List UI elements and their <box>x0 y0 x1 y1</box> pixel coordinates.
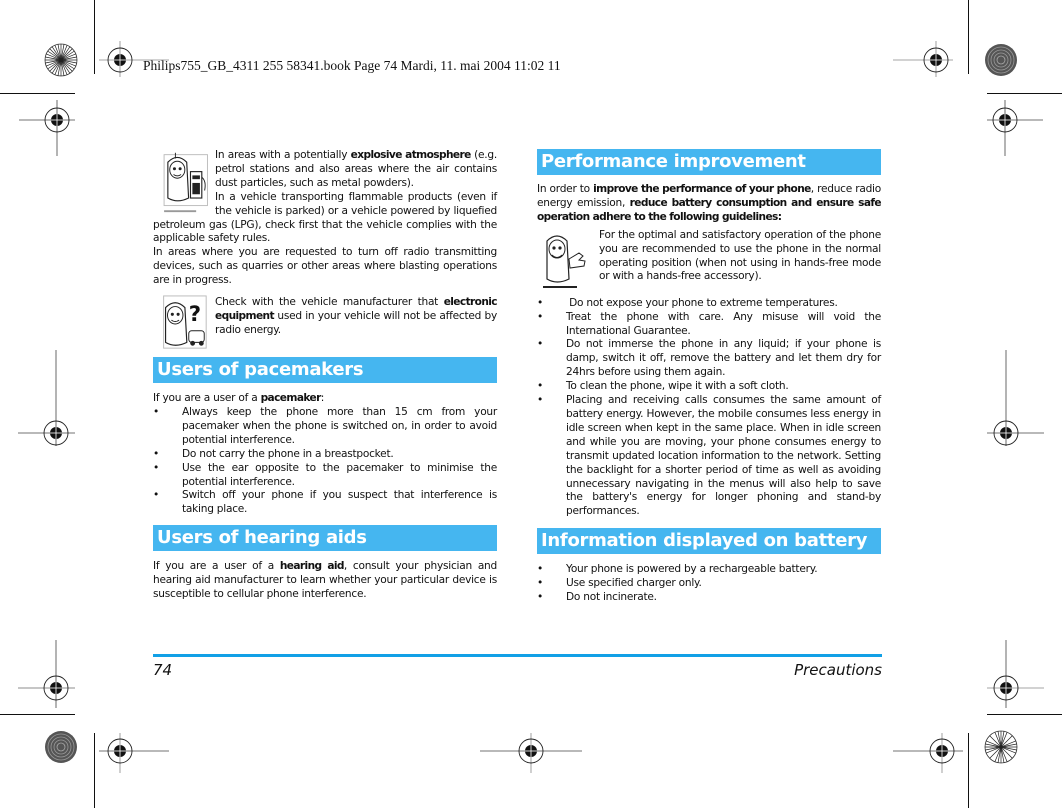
phone-thumbs-up-icon <box>537 229 595 289</box>
vehicle-electronics-block: ? Check with the vehicle manufacturer that electronic equipment used in your vehicle will not be affected by radio energy. <box>153 294 497 352</box>
list-item: • Use the ear opposite to the pacemaker to minimise the potential interference. <box>153 461 497 488</box>
phone-at-petrol-pump-icon <box>153 149 211 215</box>
rosette-starburst-icon <box>984 730 1018 764</box>
list-item: • Do not immerse the phone in any liquid; if your phone is damp, switch it off, remove the battery and let them dry for 24hrs before using them again. <box>537 338 881 379</box>
svg-text:?: ? <box>188 302 201 328</box>
list-item: • Do not carry the phone in a breastpocket. <box>153 447 394 460</box>
list-item: • To clean the phone, wipe it with a soft cloth. <box>537 380 789 393</box>
section-heading-performance: Performance improvement <box>537 149 881 175</box>
list-item: • Placing and receiving calls consumes the same amount of battery energy. However, the mobile consumes less energy in idle screen when kept in the same place. When in idle screen and while you are moving, your phone consumes energy to transmit updated location information to the network. Setting the backlight for a shorter period of time as well as avoiding unnecessary navigating in the menus will also help to save the battery's energy for longer phoning and stand-by performances. <box>537 394 881 518</box>
hearing-aids-section: If you are a user of a hearing aid, consult your physician and hearing aid manufacturer to learn whether your particular device is susceptible to cellular phone interference. <box>153 560 497 601</box>
registration-mark-icon <box>987 640 1047 708</box>
chapter-title: Precautions <box>794 661 882 679</box>
page-number: 74 <box>153 661 173 679</box>
registration-mark-icon <box>987 350 1047 446</box>
crop-mark-bottom-left-h <box>0 714 75 715</box>
registration-mark-icon <box>18 640 78 708</box>
battery-list <box>537 563 881 605</box>
print-slug: Philips755_GB_4311 255 58341.book Page 74 Mardi, 11. mai 2004 11:02 11 <box>143 58 561 73</box>
registration-mark-icon <box>99 733 169 773</box>
section-heading-pacemakers: Users of pacemakers <box>153 357 497 383</box>
rosette-concentric-icon <box>44 730 78 764</box>
registration-mark-icon <box>893 41 963 77</box>
crop-mark-bottom-right-v <box>968 733 969 808</box>
battery-section <box>537 563 881 605</box>
crop-mark-top-right-h <box>987 93 1062 94</box>
pacemaker-list <box>153 406 497 517</box>
performance-section: In order to improve the performance of your phone, reduce radio energy emission, reduce battery consumption and ensure safe operation adhere to the following guidelines: For the optimal and satisfactory operation of the phone you are recommended to use the phone in the normal operating position (when not using in hands-free mode or with a hands-free accessory). • Do not expose your phone to extreme temperatures. • Treat the phone with care. Any misuse will void the International Guarantee. • Do not immerse the phone in any liquid; if your phone is damp, switch it off, remove the battery and let them dry for 24hrs before using them again. • To clean the phone, wipe it with a soft cloth. • Placing and receiving calls consumes the same amount of battery energy. However, the mobile consumes less energy in idle screen when kept in the same place. When in idle screen and while you are moving, your phone consumes energy to transmit updated location information to the network. Setting the backlight for a shorter period of time as well as avoiding unnecessary navigating in the menus will also help to save the battery's energy for longer phoning and stand-by performances. <box>537 183 881 518</box>
list-item: • Use specified charger only. <box>537 577 702 590</box>
right-column <box>537 149 881 605</box>
pacemakers-section: If you are a user of a pacemaker: • Always keep the phone more than 15 cm from your pacemaker when the phone is switched on, in order to avoid potential interference. • Do not carry the phone in a breastpocket. • Use the ear opposite to the pacemaker to minimise the potential interference. • Switch off your phone if you suspect that interference is taking place. <box>153 392 497 516</box>
operating-position-tip: For the optimal and satisfactory operation of the phone you are recommended to use the phone in the normal operating position (when not using in hands-free mode or with a hands-free accessory). <box>537 229 881 289</box>
section-heading-battery: Information displayed on battery <box>537 528 881 554</box>
footer-rule <box>153 654 882 657</box>
crop-mark-top-left-v <box>94 0 95 74</box>
crop-mark-top-right-v <box>968 0 969 74</box>
phone-question-mark-icon <box>153 294 211 352</box>
registration-mark-icon <box>480 733 582 773</box>
list-item: • Do not expose your phone to extreme temperatures. <box>537 296 838 309</box>
crop-mark-top-left-h <box>0 93 75 94</box>
registration-mark-icon <box>18 350 78 446</box>
list-item: • Your phone is powered by a rechargeable battery. <box>537 563 818 576</box>
list-item: • Always keep the phone more than 15 cm from your pacemaker when the phone is switched on, in order to avoid potential interference. <box>153 405 497 446</box>
performance-list <box>537 297 881 520</box>
crop-mark-bottom-right-h <box>987 714 1062 715</box>
explosive-atmosphere-block: In areas with a potentially explosive atmosphere (e.g. petrol stations and also areas where the air contains dust particles, such as metal powders). In a vehicle transporting flammable products (even if the vehicle is parked) or a vehicle powered by liquefied petroleum gas (LPG), check first that the vehicle complies with the applicable safety rules. In areas where you are requested to turn off radio transmitting devices, such as quarries or other areas where blasting operations are in progress. <box>153 149 498 287</box>
rosette-concentric-icon <box>984 43 1018 77</box>
rosette-starburst-icon <box>44 43 78 77</box>
section-heading-hearing-aids: Users of hearing aids <box>153 525 497 551</box>
list-item: • Switch off your phone if you suspect that interference is taking place. <box>153 489 497 516</box>
list-item: • Treat the phone with care. Any misuse will void the International Guarantee. <box>537 310 881 337</box>
registration-mark-icon <box>893 733 963 773</box>
registration-mark-icon <box>987 100 1049 156</box>
registration-mark-icon <box>13 100 75 156</box>
crop-mark-bottom-left-v <box>94 733 95 808</box>
list-item: • Do not incinerate. <box>537 591 657 604</box>
left-column <box>153 149 497 602</box>
